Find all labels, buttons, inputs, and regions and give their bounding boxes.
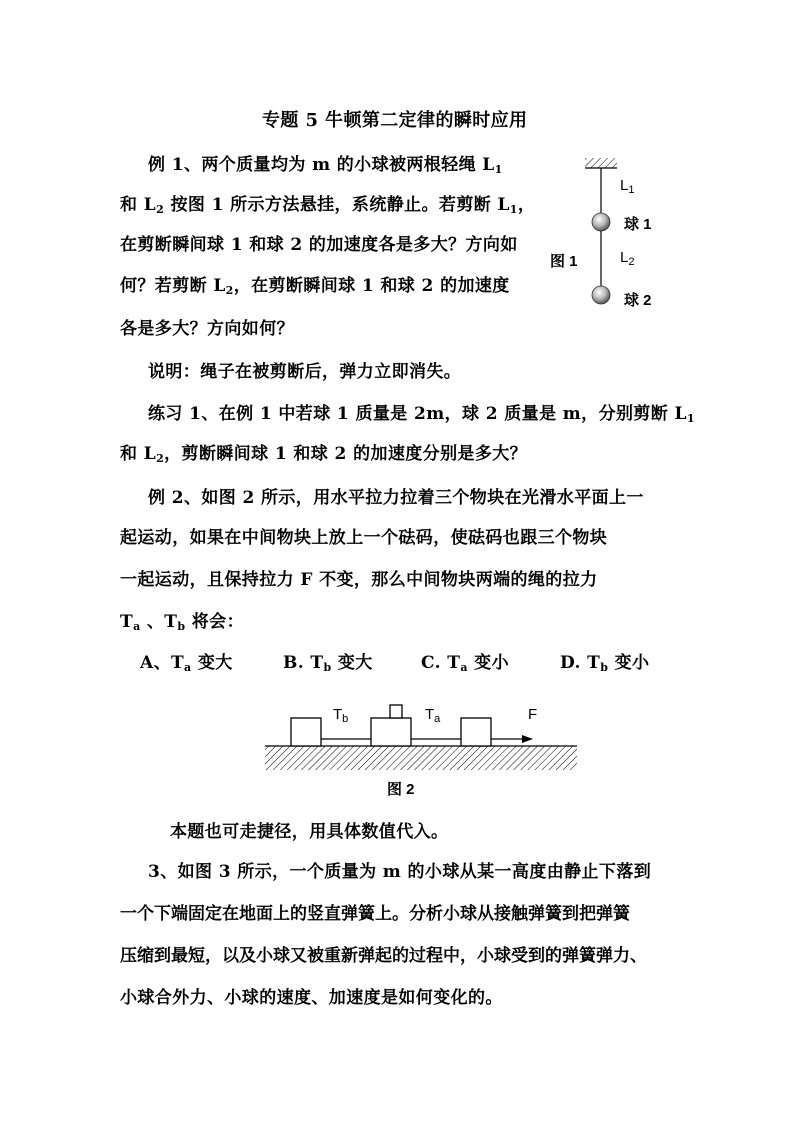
force-label: F — [528, 706, 538, 723]
force-arrow-head — [522, 735, 533, 743]
example3-line1: 3、如图 3 所示，一个质量为 m 的小球从某一高度由静止下落到 — [148, 862, 652, 882]
subscript: 1 — [686, 412, 695, 425]
ball-1 — [592, 213, 610, 231]
example2-line2: 起运动，如果在中间物块上放上一个砝码，使砝码也跟三个物块 — [120, 528, 608, 548]
example3-line3: 压缩到最短，以及小球又被重新弹起的过程中，小球受到的弹簧弹力、 — [120, 946, 647, 966]
example1-text: ，在剪断瞬间球 1 和球 2 的加速度 — [233, 276, 510, 296]
practice1-text: 和 L — [120, 444, 157, 464]
example1-line1 — [148, 150, 503, 176]
ceiling-hatch — [585, 158, 617, 168]
example1-text: 例 1、两个质量均为 m 的小球被两根轻绳 L — [148, 155, 495, 175]
option-d: D. $T_b$ 变小 — [560, 653, 650, 674]
example1-line5: 各是多大？方向如何？ — [120, 319, 294, 339]
subscript: 2 — [156, 452, 165, 465]
option-b: B. $T_b$ 变大 — [283, 653, 373, 674]
ball-2 — [592, 286, 610, 304]
subscript: 1 — [509, 203, 518, 216]
practice1-line2 — [120, 439, 527, 465]
example1-text: 按图 1 所示方法悬挂，系统静止。若剪断 L — [164, 195, 510, 215]
ground-hatch — [265, 746, 577, 770]
block-middle — [371, 718, 411, 746]
practice1-line1 — [148, 399, 695, 425]
note1: 说明：绳子在被剪断后，弹力立即消失。 — [148, 362, 462, 382]
block-left — [291, 718, 321, 746]
subscript: 1 — [494, 163, 503, 176]
example1-line4 — [120, 271, 510, 297]
block-right — [461, 718, 491, 746]
example1-text: 和 L — [120, 195, 157, 215]
example1-line3: 在剪断瞬间球 1 和球 2 的加速度各是多大？方向如 — [120, 235, 518, 255]
practice1-text: 练习 1、在例 1 中若球 1 质量是 2m，球 2 质量是 m，分别剪断 L — [148, 404, 687, 424]
example1-text: ， — [517, 195, 536, 215]
note2: 本题也可走捷径，用具体数值代入。 — [170, 822, 449, 842]
example2-line1: 例 2、如图 2 所示，用水平拉力拉着三个物块在光滑水平面上一 — [148, 488, 644, 508]
subscript: 2 — [225, 284, 234, 297]
example1-line2 — [120, 190, 535, 216]
rope-l2-label: $L_2$ — [620, 249, 635, 268]
option-c: C. $T_a$ 变小 — [421, 653, 509, 674]
figure1-caption: 图 1 — [550, 253, 578, 270]
practice1-text: ，剪断瞬间球 1 和球 2 的加速度分别是多大？ — [164, 444, 528, 464]
example3-line2: 一个下端固定在地面上的竖直弹簧上。分析小球从接触弹簧到把弹簧 — [120, 904, 630, 924]
ball-1-label: 球 1 — [624, 216, 652, 233]
tb-label: $T_b$ — [333, 706, 349, 725]
example3-line4: 小球合外力、小球的速度、加速度是如何变化的。 — [120, 988, 503, 1008]
example1-text: 何？若剪断 L — [120, 276, 226, 296]
ta-label: $T_a$ — [425, 706, 441, 725]
option-a: A、$T_a$ 变大 — [140, 653, 233, 674]
example2-line4: $T_a$ 、$T_b$ 将会： — [120, 612, 244, 633]
subscript: 2 — [156, 203, 165, 216]
weight-on-middle-block — [390, 705, 402, 718]
figure2-caption: 图 2 — [387, 781, 415, 798]
example2-line3: 一起运动，且保持拉力 F 不变，那么中间物块两端的绳的拉力 — [120, 570, 598, 590]
ball-2-label: 球 2 — [624, 292, 652, 309]
page-title: 专题 5 牛顿第二定律的瞬时应用 — [262, 110, 528, 131]
rope-l1-label: $L_1$ — [620, 177, 635, 196]
